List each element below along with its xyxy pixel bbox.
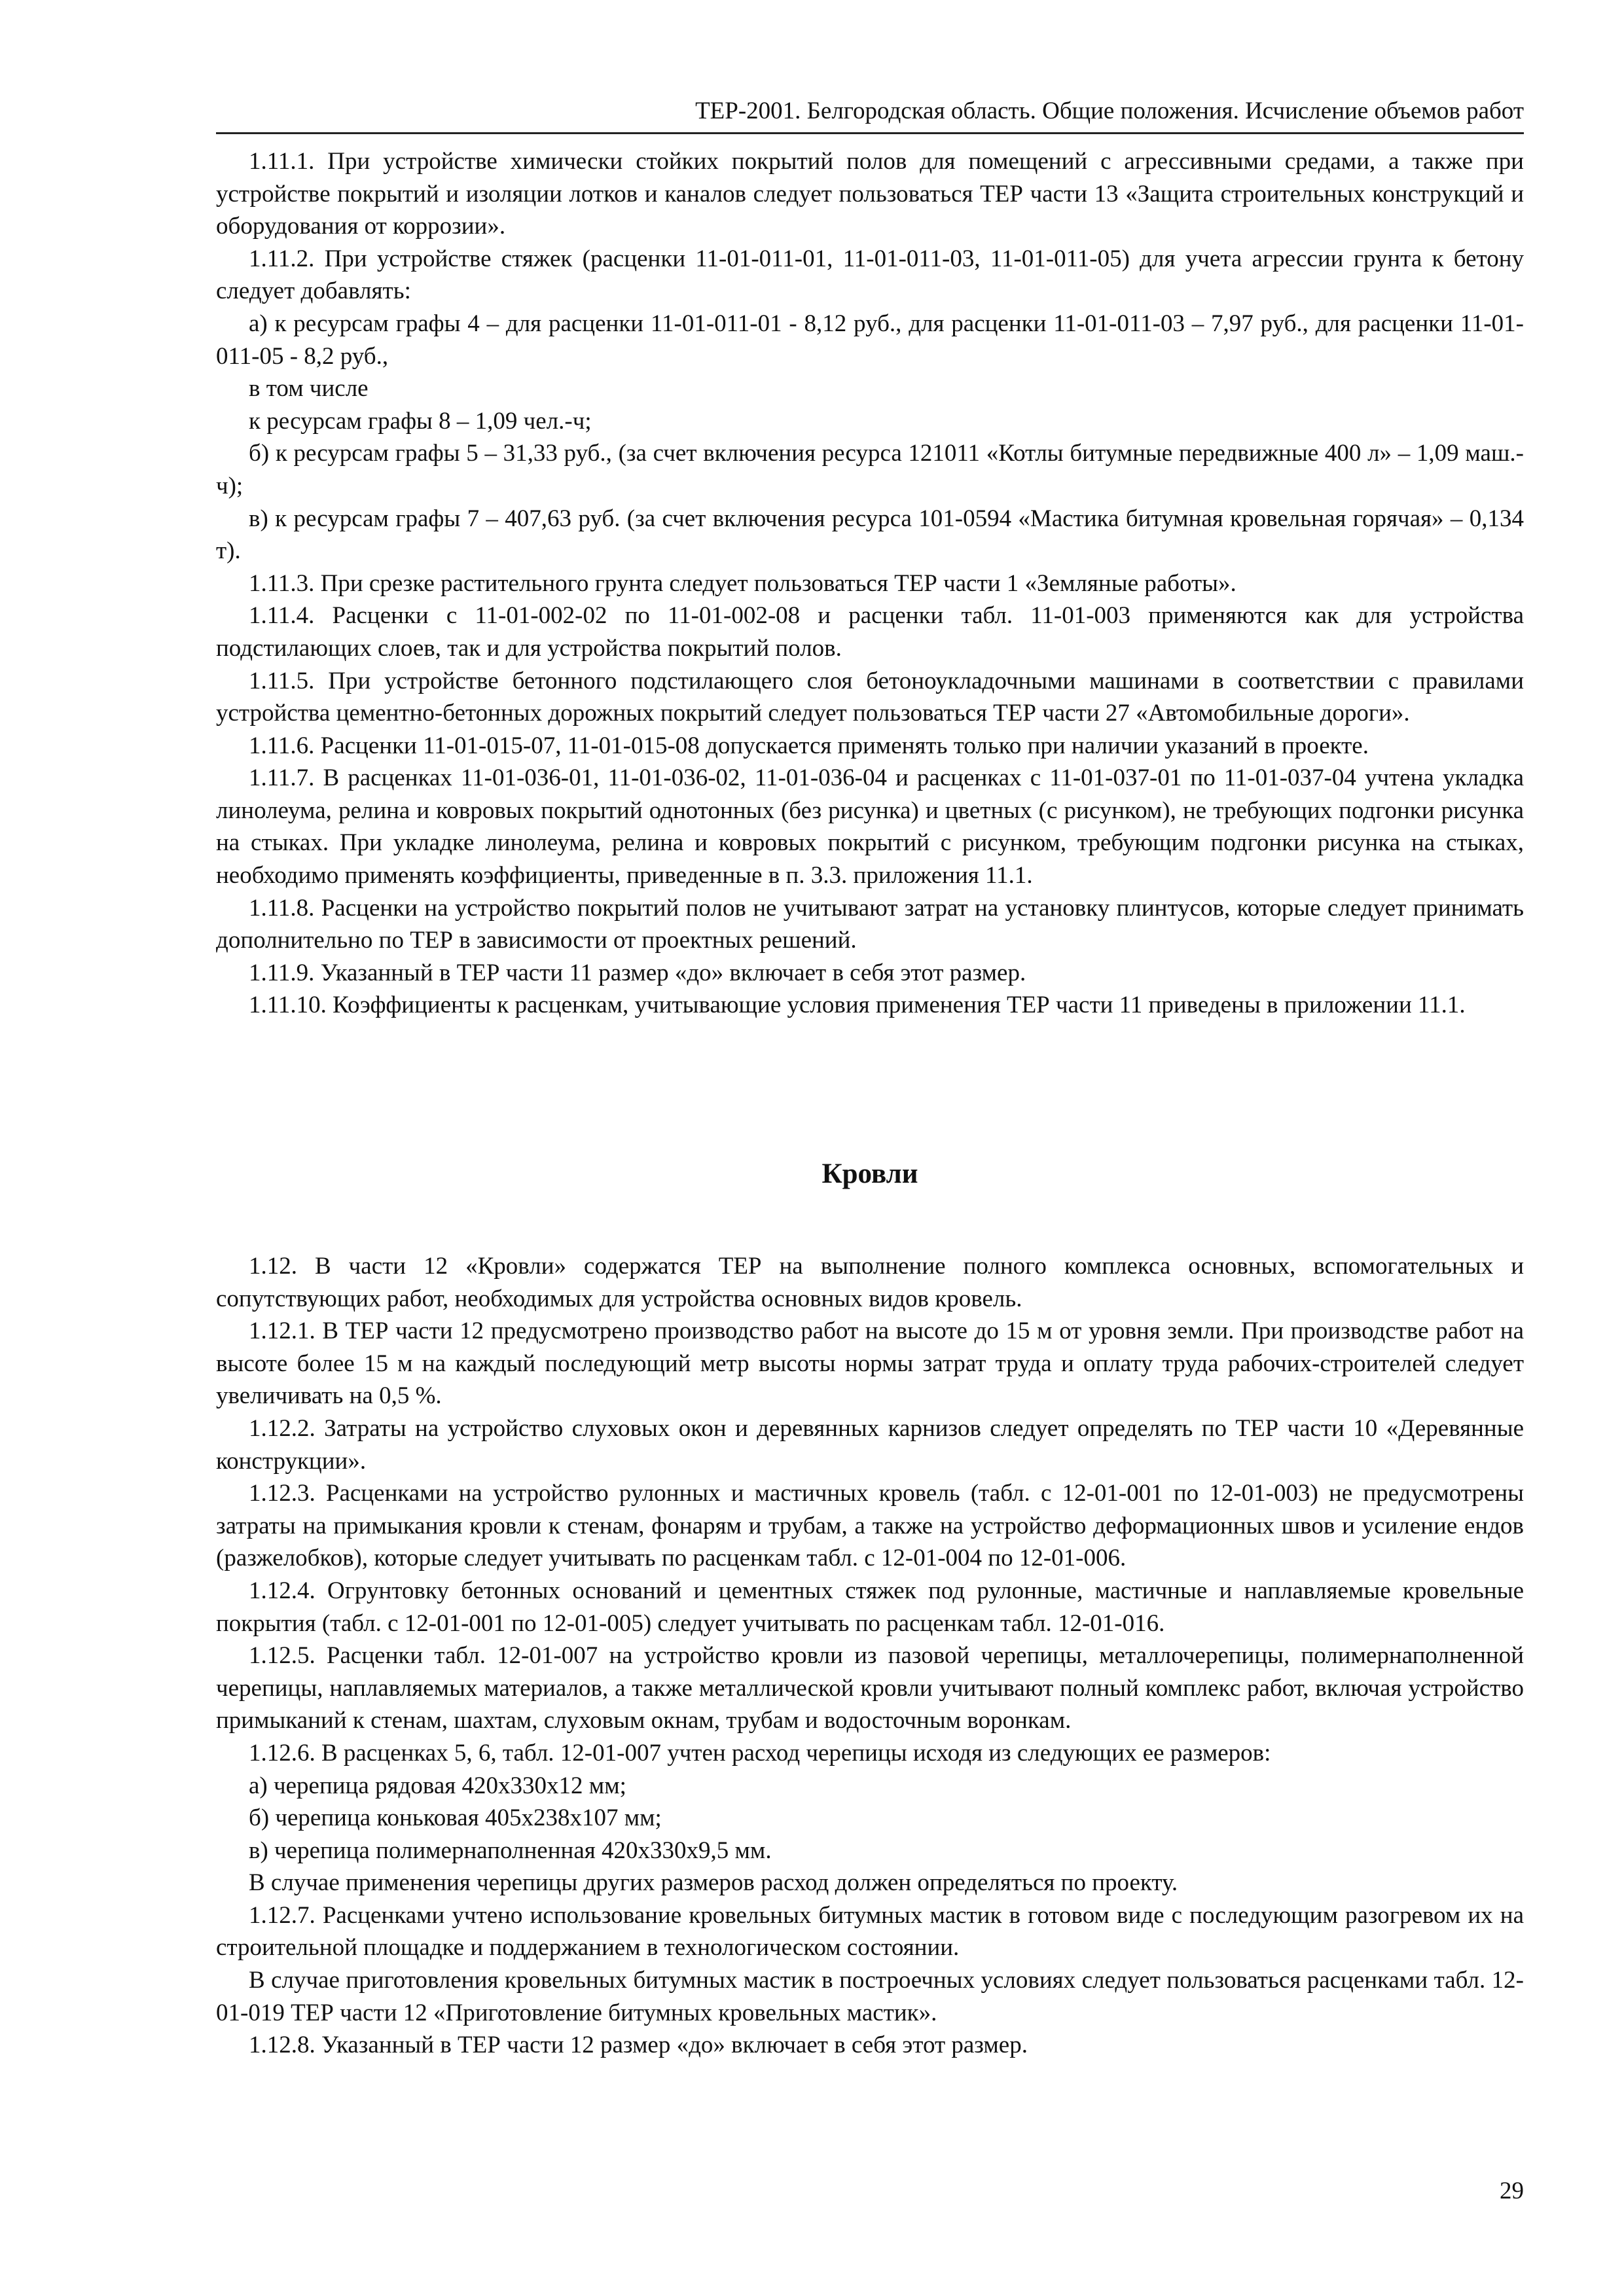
paragraph: 1.11.2. При устройстве стяжек (расценки 11-01-011-01, 11-01-011-03, 11-01-011-05) для учета агрессии грунта к бетону следует добавлять:: [216, 245, 1524, 305]
paragraph: 1.11.5. При устройстве бетонного подстилающего слоя бетоноукладочными машинами в соответствии с правилами устройства цементно-бетонных дорожных покрытий следует пользоваться ТЕР части 27 «Автомобильные дороги».: [216, 667, 1524, 727]
paragraph: 1.12.8. Указанный в ТЕР части 12 размер «до» включает в себя этот размер.: [249, 2032, 1028, 2059]
paragraph: 1.11.7. В расценках 11-01-036-01, 11-01-036-02, 11-01-036-04 и расценках с 11-01-037-01 по 11-01-037-04 учтена укладка линолеума, релина и ковровых покрытий однотонных (без рисунка) и цветных (с рисунком), не требующих подгонки рисунка на стыках. При укладке линолеума, релина и ковровых покрытий с рисунком, требующим подгонки рисунка на стыках, необходимо применять коэффициенты, приведенные в п. 3.3. приложения 11.1.: [216, 764, 1524, 889]
paragraph: а) черепица рядовая 420x330x12 мм;: [249, 1772, 626, 1799]
paragraph: б) к ресурсам графы 5 – 31,33 руб., (за счет включения ресурса 121011 «Котлы битумные передвижные 400 л» – 1,09 маш.-ч);: [216, 440, 1524, 499]
floors-section: [216, 145, 1524, 1022]
paragraph: б) черепица коньковая 405x238x107 мм;: [249, 1804, 662, 1832]
paragraph: 1.11.4. Расценки с 11-01-002-02 по 11-01-002-08 и расценки табл. 11-01-003 применяются как для устройства подстилающих слоев, так и для устройства покрытий полов.: [216, 602, 1524, 662]
paragraph: 1.12.4. Огрунтовку бетонных оснований и цементных стяжек под рулонные, мастичные и наплавляемые кровельные покрытия (табл. с 12-01-001 по 12-01-005) следует учитывать по расценкам табл. 12-01-016.: [216, 1577, 1524, 1637]
paragraph: 1.11.8. Расценки на устройство покрытий полов не учитывают затрат на установку плинтусов, которые следует принимать дополнительно по ТЕР в зависимости от проектных решений.: [216, 894, 1524, 954]
paragraph: 1.11.1. При устройстве химически стойких покрытий полов для помещений с агрессивными средами, а также при устройстве покрытий и изоляции лотков и каналов следует пользоваться ТЕР части 13 «Защита строительных конструкций и оборудования от коррозии».: [216, 148, 1524, 240]
paragraph: в) черепица полимернаполненная 420x330x9,5 мм.: [249, 1837, 772, 1864]
paragraph: к ресурсам графы 8 – 1,09 чел.-ч;: [249, 407, 592, 435]
header-rule: [216, 132, 1524, 134]
running-header: ТЕР-2001. Белгородская область. Общие положения. Исчисление объемов работ: [695, 98, 1524, 124]
roofs-section: [216, 1250, 1524, 2062]
paragraph: в) к ресурсам графы 7 – 407,63 руб. (за счет включения ресурса 101-0594 «Мастика битумная кровельная горячая» – 0,134 т).: [216, 505, 1524, 565]
paragraph: 1.12. В части 12 «Кровли» содержатся ТЕР на выполнение полного комплекса основных, вспомогательных и сопутствующих работ, необходимых для устройства основных видов кровель.: [216, 1253, 1524, 1312]
paragraph: а) к ресурсам графы 4 – для расценки 11-01-011-01 - 8,12 руб., для расценки 11-01-011-03 – 7,97 руб., для расценки 11-01-011-05 - 8,2 руб.,: [216, 310, 1524, 370]
section-heading: Кровли: [821, 1158, 918, 1189]
paragraph: 1.11.6. Расценки 11-01-015-07, 11-01-015-08 допускается применять только при наличии указаний в проекте.: [249, 732, 1369, 759]
paragraph: 1.12.7. Расценками учтено использование кровельных битумных мастик в готовом виде с последующим разогревом их на строительной площадке и поддержанием в технологическом состоянии.: [216, 1901, 1524, 1962]
paragraph: 1.12.1. В ТЕР части 12 предусмотрено производство работ на высоте до 15 м от уровня земли. При производстве работ на высоте более 15 м на каждый последующий метр высоты нормы затрат труда и оплату труда рабочих-строителей следует увеличивать на 0,5 %.: [216, 1318, 1524, 1410]
paragraph: В случае приготовления кровельных битумных мастик в построечных условиях следует пользоваться расценками табл. 12-01-019 ТЕР части 12 «Приготовление битумных кровельных мастик».: [216, 1967, 1524, 2026]
paragraph: 1.11.10. Коэффициенты к расценкам, учитывающие условия применения ТЕР части 11 приведены в приложении 11.1.: [249, 992, 1466, 1019]
paragraph: 1.12.6. В расценках 5, 6, табл. 12-01-007 учтен расход черепицы исходя из следующих ее размеров:: [249, 1739, 1271, 1767]
paragraph: В случае применения черепицы других размеров расход должен определяться по проекту.: [249, 1869, 1178, 1897]
paragraph: 1.11.3. При срезке растительного грунта следует пользоваться ТЕР части 1 «Земляные работы».: [249, 569, 1236, 597]
paragraph: в том числе: [249, 375, 369, 403]
paragraph: 1.11.9. Указанный в ТЕР части 11 размер «до» включает в себя этот размер.: [249, 959, 1026, 986]
paragraph: 1.12.2. Затраты на устройство слуховых окон и деревянных карнизов следует определять по ТЕР части 10 «Деревянные конструкции».: [216, 1414, 1524, 1475]
paragraph: 1.12.3. Расценками на устройство рулонных и мастичных кровель (табл. с 12-01-001 по 12-01-003) не предусмотрены затраты на примыкания кровли к стенам, фонарям и трубам, а также на устройство деформационных швов и усиление ендов (разжелобков), которые следует учитывать по расценкам табл. с 12-01-004 по 12-01-006.: [216, 1480, 1524, 1572]
page-number: 29: [1500, 2178, 1524, 2204]
paragraph: 1.12.5. Расценки табл. 12-01-007 на устройство кровли из пазовой черепицы, металлочерепицы, полимернаполненной черепицы, наплавляемых материалов, а также металлической кровли учитывают полный комплекс работ, включая устройство примыканий к стенам, шахтам, слуховым окнам, трубам и водосточным воронкам.: [216, 1642, 1524, 1734]
